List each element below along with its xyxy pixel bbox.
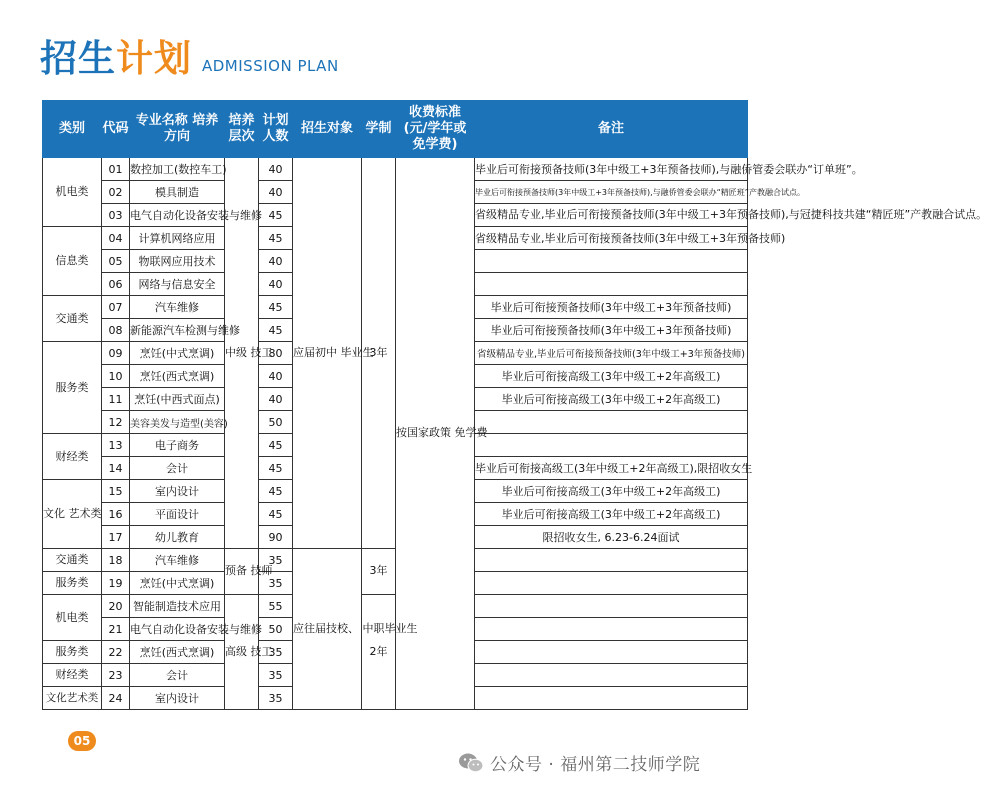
table-row xyxy=(43,595,748,618)
code-cell: 16 xyxy=(102,503,130,526)
major-cell: 会计 xyxy=(130,664,225,687)
remark-cell: 省级精品专业,毕业后可衔接预备技师(3年中级工+3年预备技师) xyxy=(475,342,748,365)
duration-cell: 2年 xyxy=(362,595,396,710)
header-level: 培养 层次 xyxy=(225,101,259,158)
title-subtitle: ADMISSION PLAN xyxy=(202,57,339,75)
plan-cell: 45 xyxy=(259,480,293,503)
code-cell: 18 xyxy=(102,549,130,572)
remark-cell xyxy=(475,549,748,572)
code-cell: 11 xyxy=(102,388,130,411)
category-cell: 服务类 xyxy=(43,342,102,434)
remark-cell: 省级精品专业,毕业后可衔接预备技师(3年中级工+3年预备技师),与冠捷科技共建“精匠班”产教融合试点。 xyxy=(475,204,748,227)
remark-cell: 毕业后可衔接高级工(3年中级工+2年高级工),限招收女生 xyxy=(475,457,748,480)
category-cell: 财经类 xyxy=(43,434,102,480)
code-cell: 19 xyxy=(102,572,130,595)
plan-cell: 35 xyxy=(259,664,293,687)
major-cell: 模具制造 xyxy=(130,181,225,204)
header-fee: 收费标准 (元/学年或 免学费) xyxy=(396,101,475,158)
plan-cell: 40 xyxy=(259,388,293,411)
header-duration: 学制 xyxy=(362,101,396,158)
code-cell: 17 xyxy=(102,526,130,549)
plan-cell: 45 xyxy=(259,296,293,319)
remark-cell: 毕业后可衔接高级工(3年中级工+2年高级工) xyxy=(475,365,748,388)
plan-cell: 80 xyxy=(259,342,293,365)
code-cell: 09 xyxy=(102,342,130,365)
wechat-icon xyxy=(458,752,484,774)
major-cell: 烹饪(西式烹调) xyxy=(130,641,225,664)
remark-cell xyxy=(475,434,748,457)
table-row xyxy=(43,549,748,572)
major-cell: 烹饪(西式烹调) xyxy=(130,365,225,388)
remark-cell xyxy=(475,595,748,618)
major-cell: 网络与信息安全 xyxy=(130,273,225,296)
remark-cell: 限招收女生, 6.23-6.24面试 xyxy=(475,526,748,549)
plan-cell: 45 xyxy=(259,503,293,526)
major-cell: 数控加工(数控车工) xyxy=(130,158,225,181)
major-cell: 电气自动化设备安装与维修 xyxy=(130,618,225,641)
plan-cell: 45 xyxy=(259,434,293,457)
plan-cell: 35 xyxy=(259,572,293,595)
header-code: 代码 xyxy=(102,101,130,158)
major-cell: 室内设计 xyxy=(130,480,225,503)
category-cell: 文化艺术类 xyxy=(43,687,102,710)
plan-cell: 50 xyxy=(259,411,293,434)
code-cell: 02 xyxy=(102,181,130,204)
remark-cell: 毕业后可衔接预备技师(3年中级工+3年预备技师) xyxy=(475,296,748,319)
major-cell: 烹饪(中式烹调) xyxy=(130,342,225,365)
major-cell: 新能源汽车检测与维修 xyxy=(130,319,225,342)
category-cell: 财经类 xyxy=(43,664,102,687)
major-cell: 电子商务 xyxy=(130,434,225,457)
plan-cell: 35 xyxy=(259,641,293,664)
major-cell: 烹饪(中西式面点) xyxy=(130,388,225,411)
code-cell: 21 xyxy=(102,618,130,641)
major-cell: 幼儿教育 xyxy=(130,526,225,549)
code-cell: 22 xyxy=(102,641,130,664)
table-row xyxy=(43,158,748,181)
fee-cell: 按国家政策 免学费 xyxy=(396,158,475,710)
plan-cell: 40 xyxy=(259,181,293,204)
admission-plan-table xyxy=(42,100,987,710)
remark-cell xyxy=(475,572,748,595)
category-cell: 机电类 xyxy=(43,158,102,227)
plan-cell: 45 xyxy=(259,227,293,250)
page-number-badge: 05 xyxy=(68,731,96,751)
code-cell: 14 xyxy=(102,457,130,480)
remark-cell: 毕业后可衔接高级工(3年中级工+2年高级工) xyxy=(475,480,748,503)
major-cell: 会计 xyxy=(130,457,225,480)
plan-cell: 55 xyxy=(259,595,293,618)
major-cell: 平面设计 xyxy=(130,503,225,526)
remark-cell: 毕业后可衔接高级工(3年中级工+2年高级工) xyxy=(475,503,748,526)
header-remarks: 备注 xyxy=(475,101,748,158)
code-cell: 15 xyxy=(102,480,130,503)
code-cell: 08 xyxy=(102,319,130,342)
category-cell: 机电类 xyxy=(43,595,102,641)
category-cell: 交通类 xyxy=(43,296,102,342)
plan-cell: 45 xyxy=(259,457,293,480)
remark-cell: 省级精品专业,毕业后可衔接预备技师(3年中级工+3年预备技师) xyxy=(475,227,748,250)
remark-cell xyxy=(475,250,748,273)
plan-cell: 45 xyxy=(259,204,293,227)
code-cell: 12 xyxy=(102,411,130,434)
code-cell: 06 xyxy=(102,273,130,296)
remark-cell xyxy=(475,641,748,664)
major-cell: 烹饪(中式烹调) xyxy=(130,572,225,595)
remark-cell xyxy=(475,687,748,710)
major-cell: 室内设计 xyxy=(130,687,225,710)
major-cell: 计算机网络应用 xyxy=(130,227,225,250)
category-cell: 交通类 xyxy=(43,549,102,572)
remark-cell xyxy=(475,618,748,641)
major-cell: 汽车维修 xyxy=(130,549,225,572)
table-header-row xyxy=(43,101,748,158)
plan-cell: 40 xyxy=(259,158,293,181)
title-part-2: 计划 xyxy=(116,37,192,80)
remark-cell: 毕业后可衔接预备技师(3年中级工+3年预备技师) xyxy=(475,319,748,342)
code-cell: 24 xyxy=(102,687,130,710)
major-cell: 智能制造技术应用 xyxy=(130,595,225,618)
code-cell: 23 xyxy=(102,664,130,687)
code-cell: 04 xyxy=(102,227,130,250)
major-cell: 物联网应用技术 xyxy=(130,250,225,273)
plan-cell: 40 xyxy=(259,273,293,296)
remark-cell xyxy=(475,664,748,687)
target-cell: 应届初中 毕业生 xyxy=(293,158,362,549)
page-title xyxy=(40,37,339,80)
remark-cell xyxy=(475,411,748,434)
remark-cell xyxy=(475,273,748,296)
plan-cell: 40 xyxy=(259,365,293,388)
code-cell: 13 xyxy=(102,434,130,457)
level-cell: 中级 技工 xyxy=(225,158,259,549)
plan-cell: 45 xyxy=(259,319,293,342)
remark-cell: 毕业后可衔接高级工(3年中级工+2年高级工) xyxy=(475,388,748,411)
category-cell: 信息类 xyxy=(43,227,102,296)
major-cell: 汽车维修 xyxy=(130,296,225,319)
plan-cell: 35 xyxy=(259,549,293,572)
category-cell: 服务类 xyxy=(43,572,102,595)
plan-cell: 35 xyxy=(259,687,293,710)
category-cell: 文化 艺术类 xyxy=(43,480,102,549)
header-target: 招生对象 xyxy=(293,101,362,158)
major-cell: 电气自动化设备安装与维修 xyxy=(130,204,225,227)
plan-cell: 40 xyxy=(259,250,293,273)
wechat-account-name: 公众号 · 福州第二技师学院 xyxy=(490,755,701,775)
duration-cell: 3年 xyxy=(362,158,396,549)
category-cell: 服务类 xyxy=(43,641,102,664)
remark-cell: 毕业后可衔接预备技师(3年中级工+3年预备技师),与融侨管委会联办“精匠班”产教融合试点。 xyxy=(475,181,748,204)
header-category: 类别 xyxy=(43,101,102,158)
wechat-watermark xyxy=(458,750,700,775)
header-major: 专业名称 培养方向 xyxy=(130,101,225,158)
plan-cell: 90 xyxy=(259,526,293,549)
duration-cell: 3年 xyxy=(362,549,396,595)
code-cell: 05 xyxy=(102,250,130,273)
level-cell: 高级 技工 xyxy=(225,595,259,710)
target-cell: 应往届技校、 中职毕业生 xyxy=(293,549,362,710)
code-cell: 20 xyxy=(102,595,130,618)
title-part-1: 招生 xyxy=(40,37,116,80)
plan-cell: 50 xyxy=(259,618,293,641)
remark-cell: 毕业后可衔接预备技师(3年中级工+3年预备技师),与融侨管委会联办“订单班”。 xyxy=(475,158,748,181)
major-cell: 美容美发与造型(美容) xyxy=(130,411,225,434)
code-cell: 07 xyxy=(102,296,130,319)
code-cell: 01 xyxy=(102,158,130,181)
code-cell: 10 xyxy=(102,365,130,388)
code-cell: 03 xyxy=(102,204,130,227)
level-cell: 预备 技师 xyxy=(225,549,259,595)
header-plan: 计划 人数 xyxy=(259,101,293,158)
